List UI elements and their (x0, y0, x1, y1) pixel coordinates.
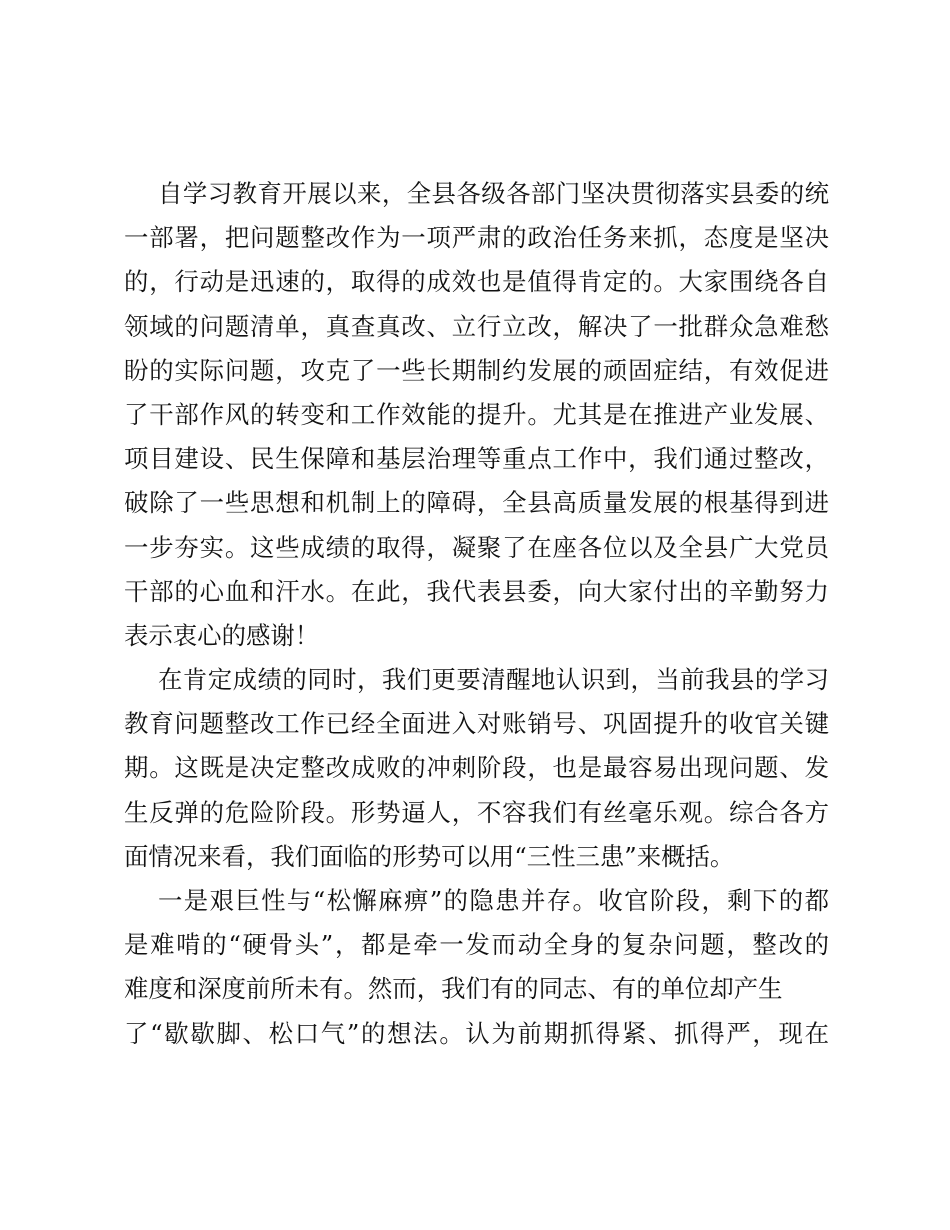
text-line: 破除了一些思想和机制上的障碍，全县高质量发展的根基得到进 (124, 488, 829, 518)
paragraph-point-one (124, 879, 829, 1056)
document-body (124, 172, 829, 1056)
paragraph-achievements (124, 172, 829, 658)
text-line: 期。这既是决定整改成败的冲刺阶段，也是最容易出现问题、发 (124, 753, 829, 783)
text-line: 一步夯实。这些成绩的取得，凝聚了在座各位以及全县广大党员 (124, 532, 829, 562)
text-line: 项目建设、民生保障和基层治理等重点工作中，我们通过整改， (124, 444, 829, 474)
text-line: 了干部作风的转变和工作效能的提升。尤其是在推进产业发展、 (124, 399, 829, 429)
text-line: 在肯定成绩的同时，我们更要清醒地认识到，当前我县的学习 (158, 665, 829, 695)
paragraph-situation (124, 658, 829, 879)
text-line: 面情况来看，我们面临的形势可以用“三性三患”来概括。 (124, 841, 735, 871)
text-line: 教育问题整改工作已经全面进入对账销号、巩固提升的收官关键 (124, 709, 829, 739)
text-line: 表示衷心的感谢！ (124, 620, 320, 650)
text-line: 难度和深度前所未有。然而，我们有的同志、有的单位却产生 (124, 974, 783, 1004)
text-line: 是难啃的“硬骨头”，都是牵一发而动全身的复杂问题，整改的 (124, 930, 829, 960)
text-line: 盼的实际问题，攻克了一些长期制约发展的顽固症结，有效促进 (124, 355, 829, 385)
text-line: 一是艰巨性与“松懈麻痹”的隐患并存。收官阶段，剩下的都 (158, 886, 829, 915)
text-line: 生反弹的危险阶段。形势逼人，不容我们有丝毫乐观。综合各方 (124, 797, 829, 827)
text-line: 干部的心血和汗水。在此，我代表县委，向大家付出的辛勤努力 (124, 576, 829, 606)
text-line: 一部署，把问题整改作为一项严肃的政治任务来抓，态度是坚决 (124, 223, 829, 253)
text-line: 了“歇歇脚、松口气”的想法。认为前期抓得紧、抓得严，现在 (124, 1018, 829, 1048)
text-line: 自学习教育开展以来，全县各级各部门坚决贯彻落实县委的统 (158, 179, 829, 208)
text-line: 的，行动是迅速的，取得的成效也是值得肯定的。大家围绕各自 (124, 267, 829, 297)
text-line: 领域的问题清单，真查真改、立行立改，解决了一批群众急难愁 (124, 311, 829, 341)
